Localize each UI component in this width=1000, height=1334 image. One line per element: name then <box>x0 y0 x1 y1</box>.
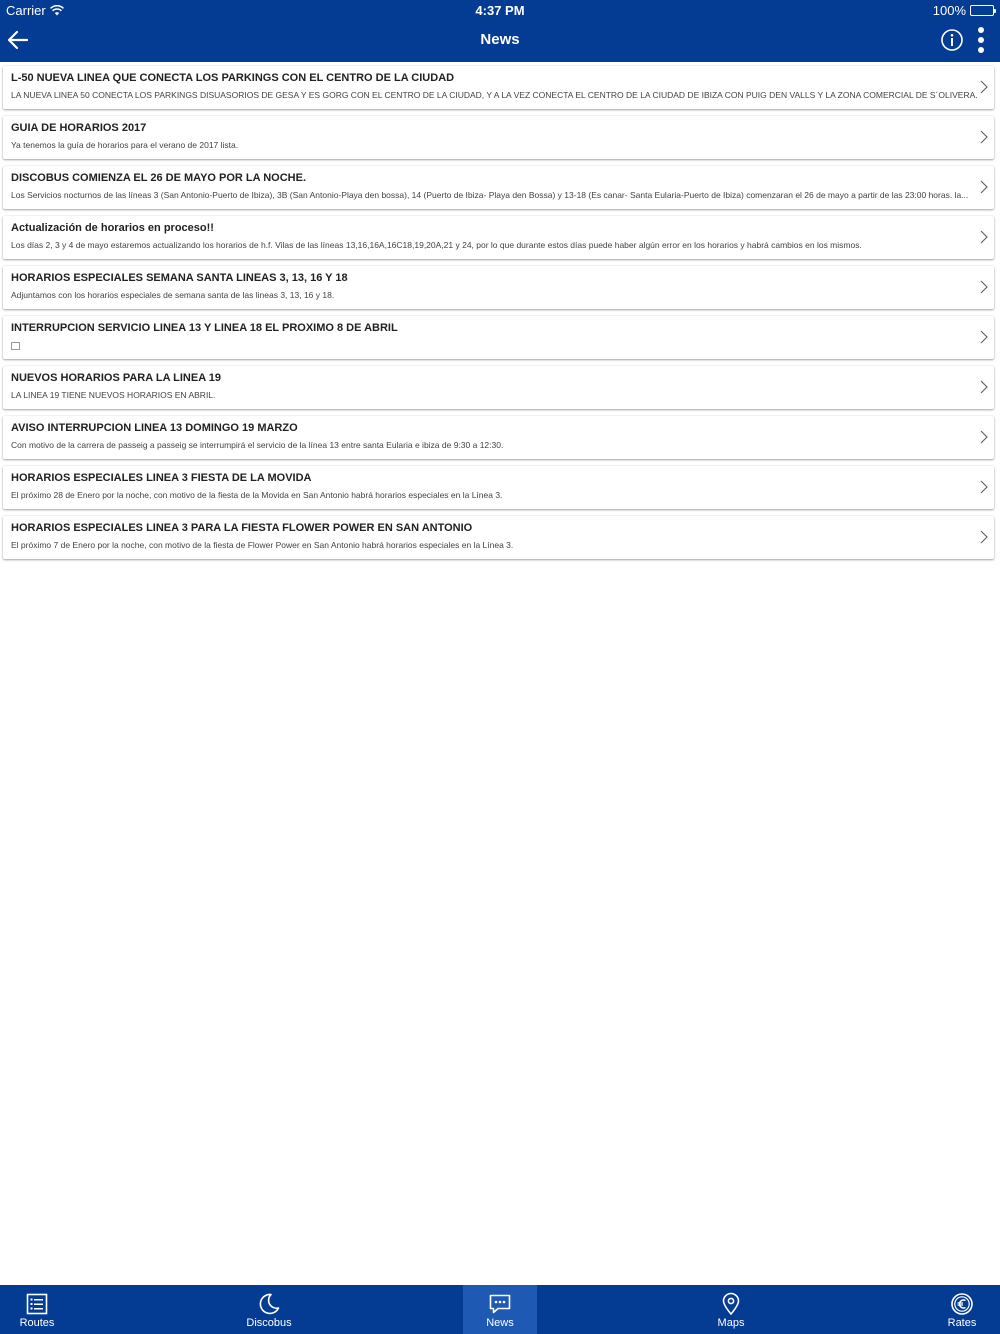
news-summary: Los Servicios nocturnos de las líneas 3 (San Antonio-Puerto de Ibiza), 3B (San Antonio-Playa den bossa), 14 (Puerto de Ibiza- Playa den Bossa) y 13-18 (Es canar- Santa Eularia-Puerto de Ibiza) comenzaran el 26 de mayo a partir de las 23:00 horas. la... <box>11 190 969 200</box>
news-item[interactable] <box>3 266 994 309</box>
news-summary: El próximo 28 de Enero por la noche, con motivo de la fiesta de la Movida en San Antonio habrá horarios especiales en la Línea 3. <box>11 490 503 500</box>
chevron-right-icon <box>979 330 989 344</box>
tab-bar <box>0 1285 1000 1334</box>
news-headline: NUEVOS HORARIOS PARA LA LINEA 19 <box>11 372 222 384</box>
news-headline: HORARIOS ESPECIALES LINEA 3 PARA LA FIESTA FLOWER POWER EN SAN ANTONIO <box>11 522 473 534</box>
battery-percent: 100% <box>932 3 966 18</box>
news-headline: Actualización de horarios en proceso!! <box>11 222 214 234</box>
chevron-right-icon <box>979 380 989 394</box>
tab-label: Maps <box>717 1317 745 1329</box>
chevron-right-icon <box>979 430 989 444</box>
news-summary <box>11 340 984 350</box>
tab-maps[interactable] <box>694 1285 768 1334</box>
news-summary: Ya tenemos la guía de horarios para el verano de 2017 lista. <box>11 140 239 150</box>
news-item[interactable] <box>3 466 994 509</box>
news-summary: Con motivo de la carrera de passeig a passeig se interrumpirá el servicio de la línea 13 entre santa Eularia e ibiza de 9:30 a 12:30. <box>11 440 504 450</box>
battery-status <box>933 3 994 18</box>
moon-icon <box>257 1292 281 1316</box>
news-item[interactable] <box>3 66 994 109</box>
news-item[interactable] <box>3 516 994 559</box>
news-item[interactable] <box>3 166 994 209</box>
map-pin-icon <box>719 1292 743 1316</box>
status-bar <box>0 0 1000 20</box>
news-summary: LA NUEVA LINEA 50 CONECTA LOS PARKINGS DISUASORIOS DE GESA Y ES GORG CON EL CENTRO DE LA CIUDAD, Y A LA VEZ CONECTA EL CENTRO DE LA CIUDAD DE IBIZA CON PUIG DEN VALLS Y LA ZONA COMERCIAL DE S´OLIVERA. <box>11 90 978 100</box>
battery-icon <box>970 5 994 16</box>
news-list <box>3 66 994 566</box>
tab-label: Discobus <box>246 1317 292 1329</box>
chevron-right-icon <box>979 230 989 244</box>
chevron-right-icon <box>979 80 989 94</box>
news-item[interactable] <box>3 316 994 359</box>
more-options-button[interactable] <box>972 26 990 54</box>
news-headline: L-50 NUEVA LINEA QUE CONECTA LOS PARKINGS CON EL CENTRO DE LA CIUDAD <box>11 72 455 84</box>
news-item[interactable] <box>3 416 994 459</box>
chevron-right-icon <box>979 530 989 544</box>
image-placeholder-icon <box>11 342 20 350</box>
news-headline: HORARIOS ESPECIALES SEMANA SANTA LINEAS 3, 13, 16 Y 18 <box>11 272 348 284</box>
news-summary: El próximo 7 de Enero por la noche, con motivo de la fiesta de Flower Power en San Antonio habrá horarios especiales en la Línea 3. <box>11 540 514 550</box>
tab-discobus[interactable] <box>232 1285 306 1334</box>
tab-rates[interactable] <box>925 1285 999 1334</box>
news-headline: AVISO INTERRUPCION LINEA 13 DOMINGO 19 MARZO <box>11 422 298 434</box>
chat-bubble-icon <box>488 1292 512 1316</box>
chevron-right-icon <box>979 180 989 194</box>
tab-routes[interactable] <box>0 1285 74 1334</box>
tab-label: Rates <box>947 1317 977 1329</box>
news-summary: Los días 2, 3 y 4 de mayo estaremos actualizando los horarios de h.f. Vilas de las líneas 13,16,16A,16C18,19,20A,21 y 24, por lo que durante estos días puede haber algún error en los horarios y habrá cambios en los mismos. <box>11 240 862 250</box>
news-headline: DISCOBUS COMIENZA EL 26 DE MAYO POR LA NOCHE. <box>11 172 307 184</box>
news-headline: HORARIOS ESPECIALES LINEA 3 FIESTA DE LA MOVIDA <box>11 472 312 484</box>
tab-news[interactable] <box>463 1285 537 1334</box>
news-item[interactable] <box>3 366 994 409</box>
news-headline: INTERRUPCION SERVICIO LINEA 13 Y LINEA 18 EL PROXIMO 8 DE ABRIL <box>11 322 398 334</box>
more-vertical-icon <box>972 26 990 54</box>
news-item[interactable] <box>3 116 994 159</box>
chevron-right-icon <box>979 130 989 144</box>
chevron-right-icon <box>979 480 989 494</box>
tab-label: News <box>486 1317 514 1329</box>
news-item[interactable] <box>3 216 994 259</box>
navigation-bar <box>0 20 1000 62</box>
news-summary: LA LINEA 19 TIENE NUEVOS HORARIOS EN ABRIL. <box>11 390 216 400</box>
list-icon <box>25 1292 49 1316</box>
news-headline: GUIA DE HORARIOS 2017 <box>11 122 147 134</box>
info-icon <box>940 28 964 52</box>
page-title: News <box>480 31 520 48</box>
carrier-label: Carrier <box>6 3 46 18</box>
info-button[interactable] <box>940 28 964 52</box>
news-summary: Adjuntamos con los horarios especiales de semana santa de las lineas 3, 13, 16 y 18. <box>11 290 335 300</box>
tab-label: Routes <box>19 1317 55 1329</box>
euro-icon <box>950 1292 974 1316</box>
chevron-right-icon <box>979 280 989 294</box>
status-time: 4:37 PM <box>475 3 525 18</box>
